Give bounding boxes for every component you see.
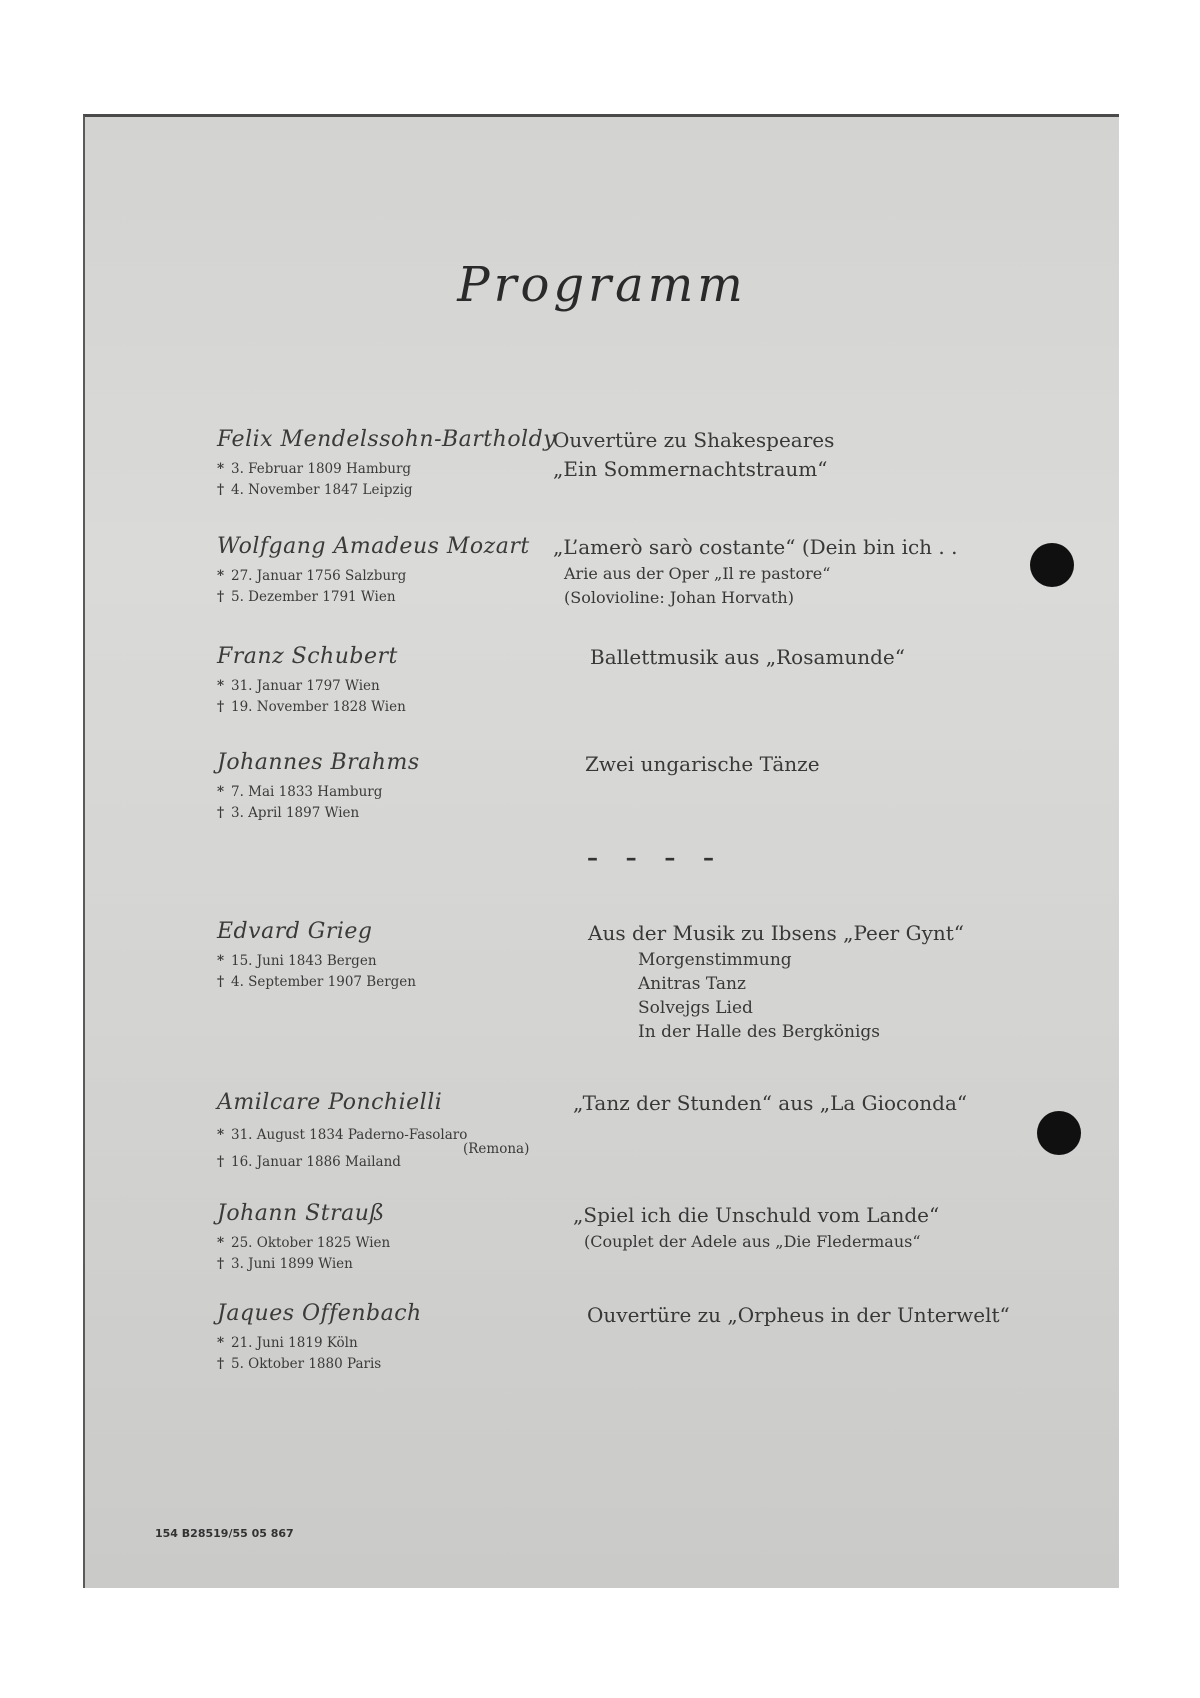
born-symbol: * [217,1235,225,1251]
composer-name: Johann Strauß [217,1201,385,1226]
work-line: (Couplet der Adele aus „Die Fledermaus“ [584,1232,921,1251]
composer-name: Wolfgang Amadeus Mozart [217,534,530,559]
print-code: 154 B28519/55 05 867 [155,1527,294,1540]
composer-dates [217,951,416,993]
composer-dates [217,1122,530,1176]
died-date: 3. Juni 1899 Wien [231,1256,353,1272]
punch-hole [1030,543,1074,587]
died-symbol: † [217,805,225,821]
born-symbol: * [217,568,225,584]
work-title [587,1301,1010,1330]
died-symbol: † [217,1256,225,1272]
work-title [585,750,820,779]
born-date: 31. August 1834 Paderno-Fasolaro [231,1127,468,1143]
work-line: (Solovioline: Johan Horvath) [564,588,794,607]
born-symbol: * [217,784,225,800]
composer-dates [217,459,413,501]
died-symbol: † [217,482,225,498]
work-line: Aus der Musik zu Ibsens „Peer Gynt“ [588,921,965,945]
composer-name: Amilcare Ponchielli [217,1090,443,1115]
program-sheet [83,114,1119,1588]
composer-name: Johannes Brahms [217,750,420,775]
died-symbol: † [217,1356,225,1372]
intermission-dashes: – – – – [587,845,724,871]
died-symbol: † [217,589,225,605]
birthplace-note: (Remona) [463,1141,530,1157]
born-symbol: * [217,953,225,969]
born-symbol: * [217,461,225,477]
composer-dates [217,1333,381,1375]
composer-name: Jaques Offenbach [217,1301,422,1326]
movement-item: In der Halle des Bergkönigs [638,1022,881,1042]
composer-name: Franz Schubert [217,644,398,669]
born-symbol: * [217,678,225,694]
born-date: 25. Oktober 1825 Wien [231,1235,391,1251]
work-title [553,533,958,610]
work-title [573,1201,939,1254]
died-date: 19. November 1828 Wien [231,699,406,715]
work-line: Ouvertüre zu Shakespeares [553,428,835,452]
composer-name: Felix Mendelssohn-Bartholdy [217,427,557,452]
born-date: 21. Juni 1819 Köln [231,1335,358,1351]
composer-name: Edvard Grieg [217,919,373,944]
born-symbol: * [217,1127,225,1143]
work-line: „L’amerò sarò costante“ (Dein bin ich . . [553,535,958,559]
born-date: 27. Januar 1756 Salzburg [231,568,407,584]
work-line: Ballettmusik aus „Rosamunde“ [590,645,905,669]
born-date: 3. Februar 1809 Hamburg [231,461,412,477]
composer-dates [217,566,406,608]
work-line: „Tanz der Stunden“ aus „La Gioconda“ [573,1091,968,1115]
punch-hole [1037,1111,1081,1155]
composer-dates [217,782,382,824]
work-line: Arie aus der Oper „Il re pastore“ [564,564,831,583]
composer-dates [217,676,406,718]
died-date: 4. September 1907 Bergen [231,974,416,990]
work-line: „Spiel ich die Unschuld vom Lande“ [573,1203,940,1227]
movement-item: Anitras Tanz [638,974,746,994]
born-date: 7. Mai 1833 Hamburg [231,784,383,800]
work-line: Ouvertüre zu „Orpheus in der Unterwelt“ [587,1303,1010,1327]
work-line: Zwei ungarische Tänze [585,752,820,776]
work-title [573,1089,967,1118]
movement-item: Morgenstimmung [638,950,792,970]
composer-dates [217,1233,390,1275]
died-date: 3. April 1897 Wien [231,805,360,821]
died-date: 16. Januar 1886 Mailand [231,1154,401,1170]
born-date: 15. Juni 1843 Bergen [231,953,377,969]
work-title [588,919,964,1044]
work-title [590,643,905,672]
born-symbol: * [217,1335,225,1351]
died-symbol: † [217,1154,225,1170]
died-date: 5. Dezember 1791 Wien [231,589,396,605]
program-title: Programm [457,257,747,313]
died-date: 5. Oktober 1880 Paris [231,1356,382,1372]
movement-item: Solvejgs Lied [638,998,753,1018]
died-symbol: † [217,974,225,990]
died-date: 4. November 1847 Leipzig [231,482,413,498]
died-symbol: † [217,699,225,715]
born-date: 31. Januar 1797 Wien [231,678,380,694]
work-line: „Ein Sommernachtstraum“ [553,457,828,481]
work-title [553,426,834,484]
